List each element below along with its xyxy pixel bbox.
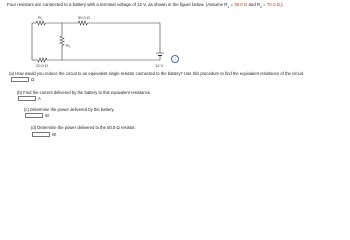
r2-label: R₂: [66, 43, 71, 48]
and-r-text: and R: [247, 2, 261, 7]
question-b-label: (b) Find the current delivered by the battery to this equivalent resistance.: [17, 90, 152, 95]
r1-subscript: 1: [227, 4, 230, 9]
r2-subscript: 2: [260, 4, 262, 9]
resistor-r2: [60, 36, 64, 46]
r1-label: R₁: [38, 15, 43, 20]
resistor-50-ohm: [78, 21, 88, 25]
answer-a-unit: Ω: [31, 77, 35, 82]
top-resistor-label: 50.0 Ω: [78, 15, 90, 20]
question-a-label: (a) How would you reduce the circuit to an equivalent single resistor connected to the battery? Use this procedure to find the equivalent resistance of the circuit.: [9, 71, 305, 76]
answer-a-input[interactable]: [11, 77, 29, 82]
answer-c-input[interactable]: [25, 113, 43, 118]
equals-2: =: [261, 2, 267, 7]
close-paren: .): [279, 2, 283, 7]
bottom-resistor-label: 20.0 Ω: [36, 63, 48, 68]
answer-b-unit: A: [38, 96, 41, 101]
battery-label: 12 V: [155, 63, 164, 68]
r1-value: 39.0 Ω: [234, 2, 248, 7]
intro-text: Four resistors are connected to a battery with a terminal voltage of 12 V, as shown in the figure below. (Assume R: [7, 2, 228, 7]
answer-d-unit: W: [52, 132, 56, 137]
equals-1: =: [229, 2, 235, 7]
question-d-label: (d) Determine the power delivered to the 50.0-Ω resistor.: [31, 125, 136, 130]
question-c-label: (c) Determine the power delivered by the battery.: [24, 107, 115, 112]
circuit-wires: [32, 21, 164, 62]
answer-d-input[interactable]: [32, 132, 50, 137]
answer-b-input[interactable]: [18, 96, 36, 101]
info-icon[interactable]: i: [171, 55, 179, 63]
resistor-r1: [36, 21, 46, 25]
r2-value: 70.0 Ω: [266, 2, 280, 7]
answer-c-unit: W: [45, 113, 49, 118]
resistor-20-ohm: [38, 58, 48, 62]
